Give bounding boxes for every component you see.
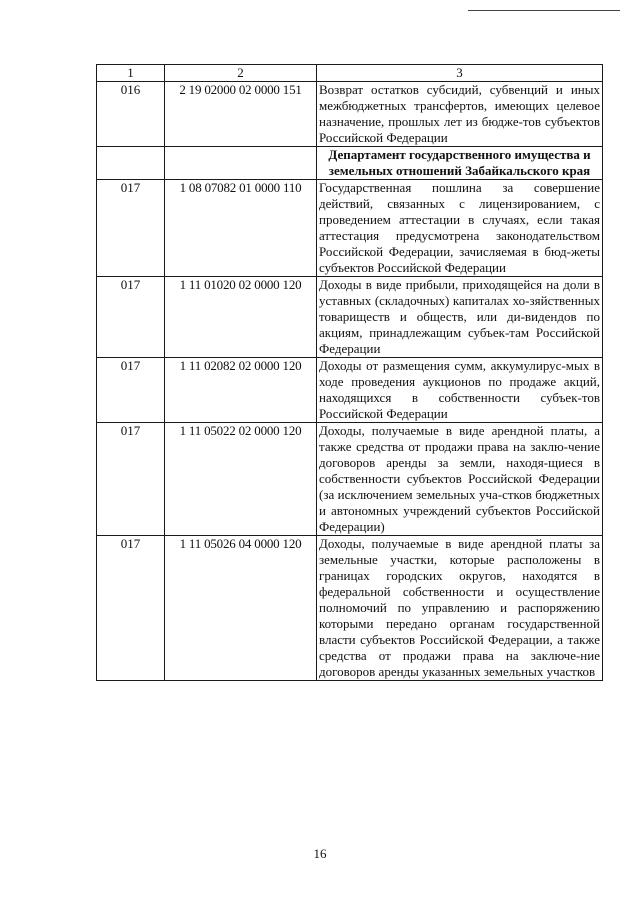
kbk-code-cell: 1 11 05022 02 0000 120 (165, 423, 317, 536)
table-header-row (97, 65, 603, 82)
revenue-codes-table (96, 64, 603, 681)
admin-code-cell: 017 (97, 423, 165, 536)
kbk-code-cell: 1 11 05026 04 0000 120 (165, 536, 317, 681)
table-row (97, 277, 603, 358)
empty-cell (97, 147, 165, 180)
description-cell: Возврат остатков субсидий, субвенций и иных межбюджетных трансфертов, имеющих целевое назначение, прошлых лет из бюдже-тов субъектов Российской Федерации (317, 82, 603, 147)
kbk-code-cell: 1 08 07082 01 0000 110 (165, 180, 317, 277)
table-row (97, 82, 603, 147)
top-rule (468, 10, 620, 11)
column-header-1: 1 (97, 65, 165, 82)
admin-code-cell: 016 (97, 82, 165, 147)
admin-code-cell: 017 (97, 277, 165, 358)
description-cell: Доходы от размещения сумм, аккумулирус-мых в ходе проведения аукционов по продаже акций, находящихся в собственности субъек-тов Российской Федерации (317, 358, 603, 423)
page-number: 16 (313, 846, 327, 861)
description-cell: Доходы в виде прибыли, приходящейся на доли в уставных (складочных) капиталах хо-зяйственных товариществ и обществ, или ди-видендов по акциям, принадлежащим субъек-там Российской Федерации (317, 277, 603, 358)
kbk-code-cell: 1 11 01020 02 0000 120 (165, 277, 317, 358)
description-cell: Доходы, получаемые в виде арендной платы, а также средства от продажи права на заклю-чение договоров аренды за земли, находя-щиеся в собственности субъектов Российской Федерации (за исключением земельных уча-стков бюджетных и автономных учреждений субъектов Российской Федерации) (317, 423, 603, 536)
admin-code-cell: 017 (97, 358, 165, 423)
section-title: Департамент государственного имущества и земельных отношений Забайкальского края (317, 147, 603, 180)
column-header-3: 3 (317, 65, 603, 82)
table-row (97, 358, 603, 423)
section-row (97, 147, 603, 180)
admin-code-cell: 017 (97, 536, 165, 681)
admin-code-cell: 017 (97, 180, 165, 277)
table-row (97, 423, 603, 536)
description-cell: Государственная пошлина за совершение действий, связанных с лицензированием, с проведением аттестации в случаях, если такая аттестация предусмотрена законодательством Российской Федерации, зачисляемая в бюд-жеты субъектов Российской Федерации (317, 180, 603, 277)
kbk-code-cell: 1 11 02082 02 0000 120 (165, 358, 317, 423)
table-row (97, 536, 603, 681)
description-cell: Доходы, получаемые в виде арендной платы за земельные участки, которые расположены в границах городских округов, находятся в федеральной собственности и осуществление полномочий по управлению и распоряжению которыми передано органам государственной власти субъектов Российской Федерации, а также средства от продажи права на заключе-ние договоров аренды указанных земельных участков (317, 536, 603, 681)
table-row (97, 180, 603, 277)
kbk-code-cell: 2 19 02000 02 0000 151 (165, 82, 317, 147)
empty-cell (165, 147, 317, 180)
column-header-2: 2 (165, 65, 317, 82)
